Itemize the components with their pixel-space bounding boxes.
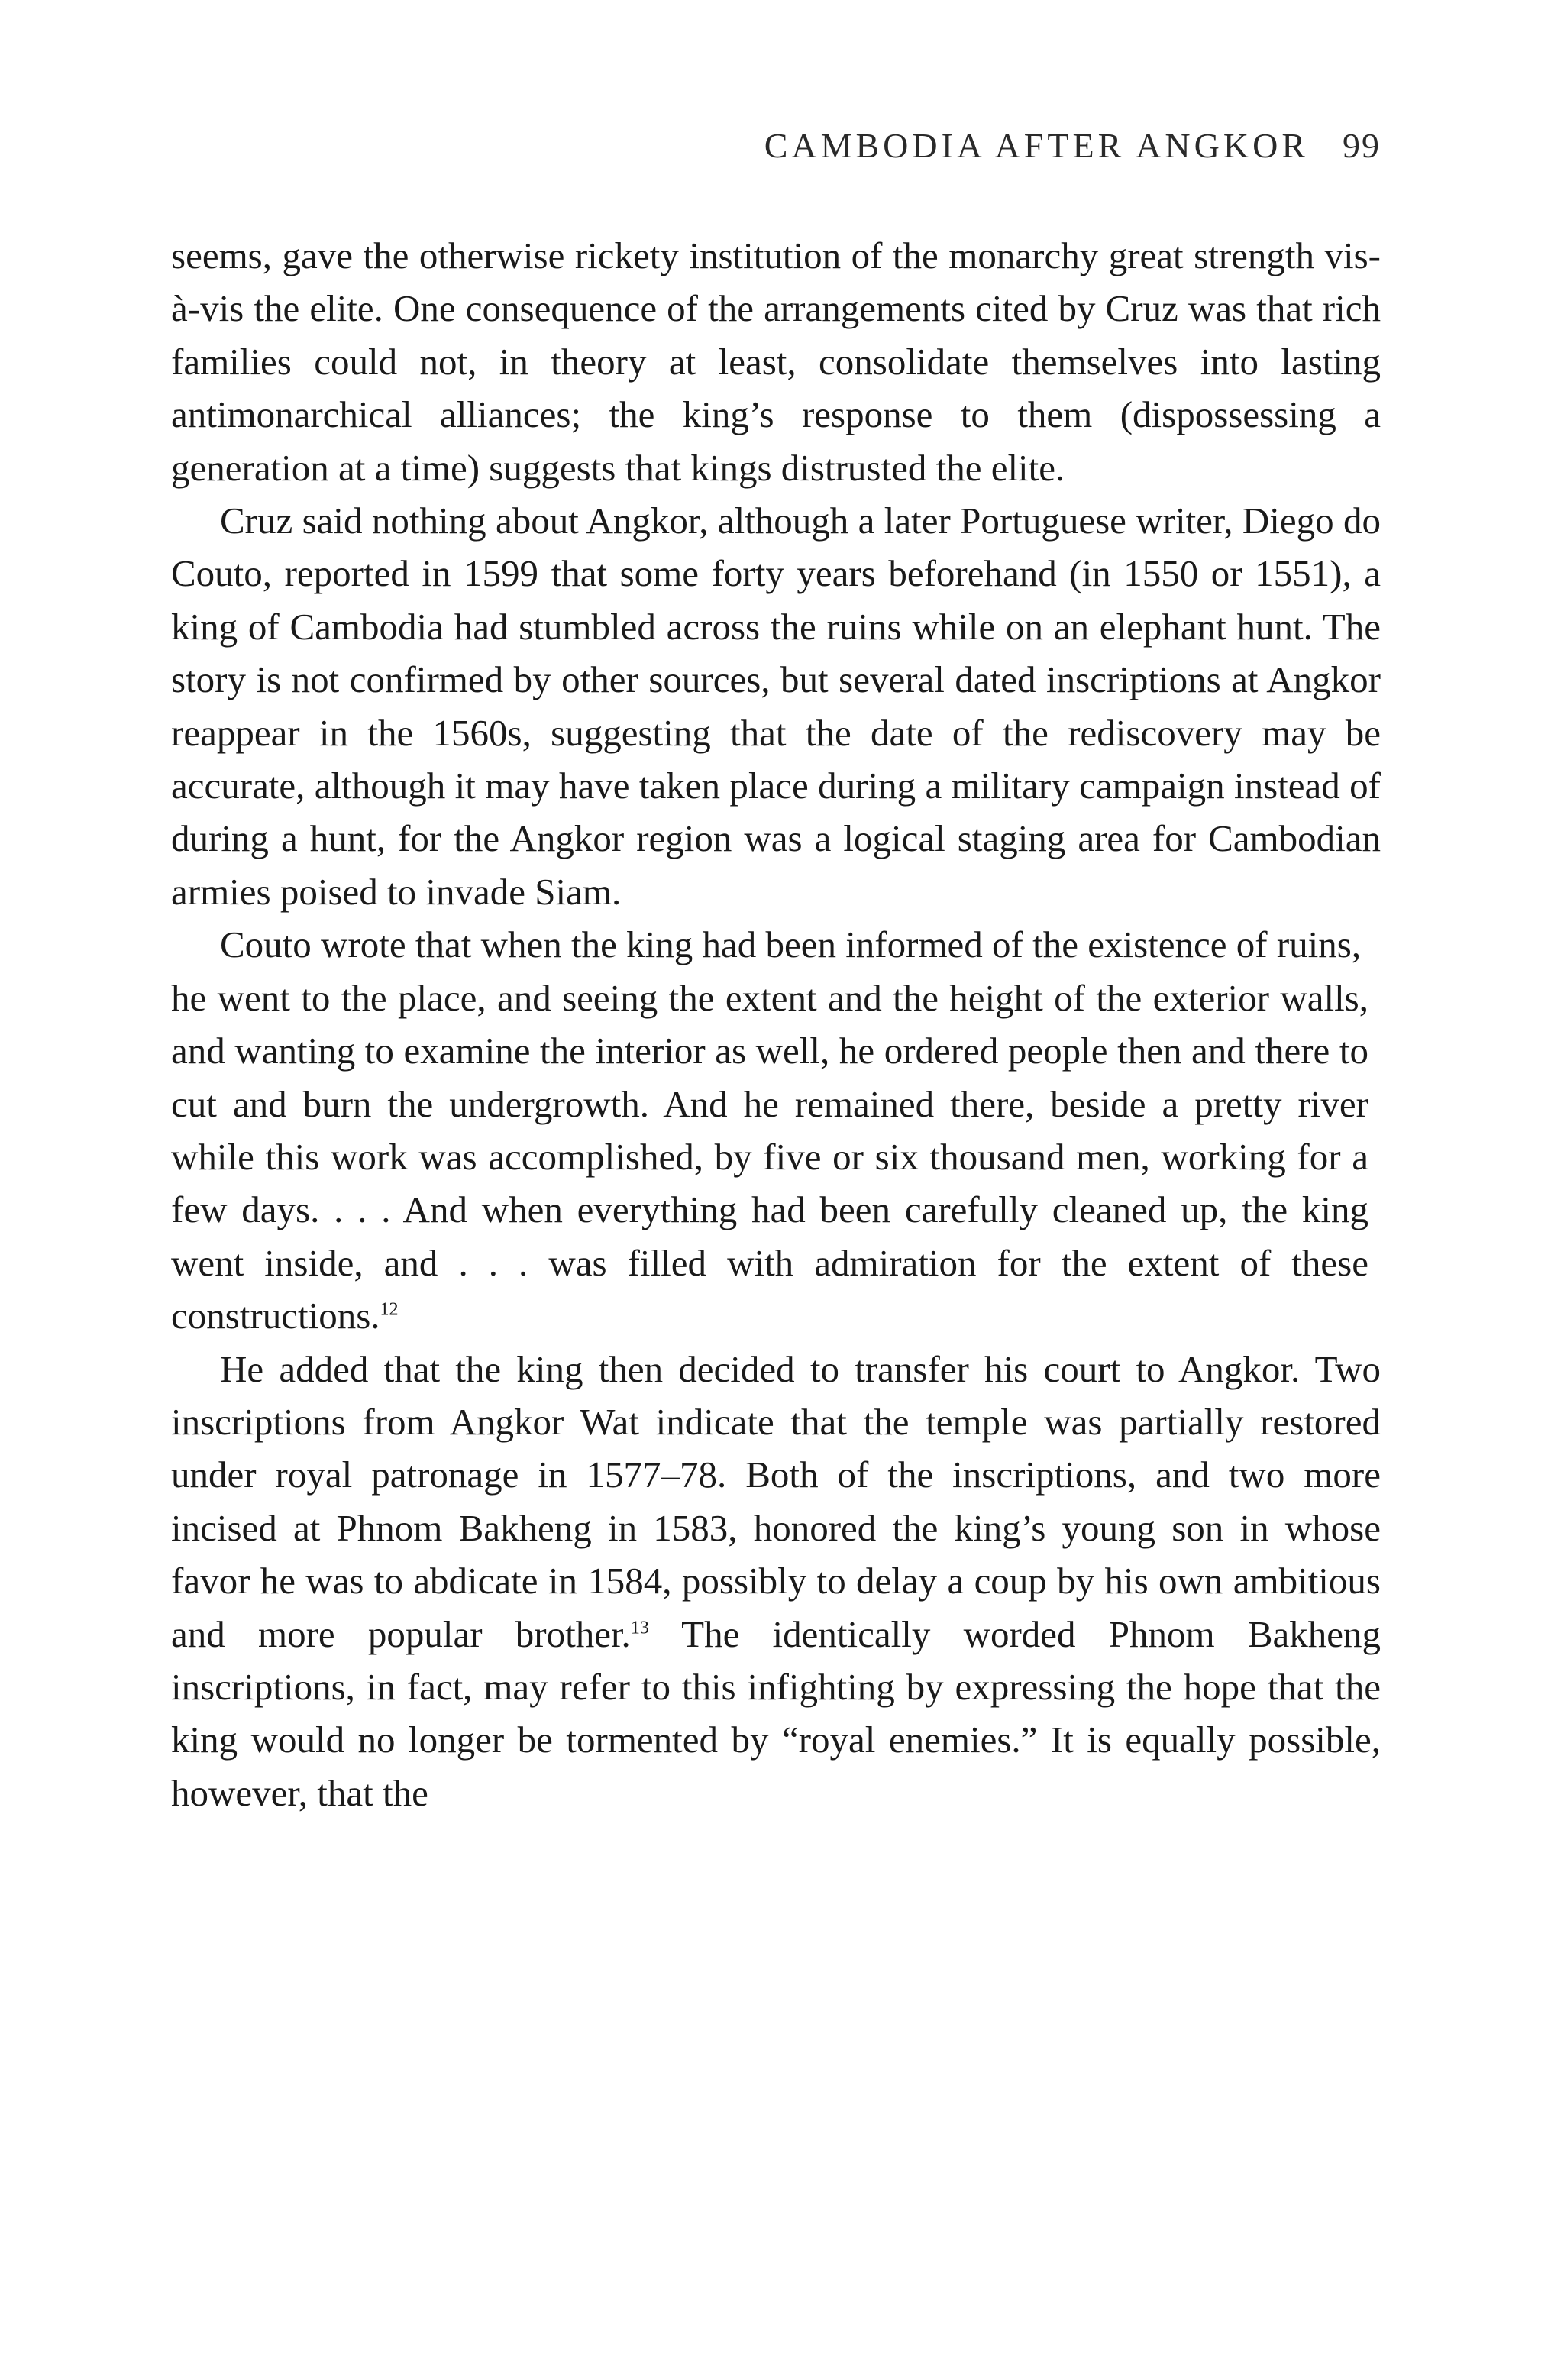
page-number: 99 xyxy=(1343,126,1381,165)
block-quote xyxy=(171,972,1368,1343)
body-text xyxy=(171,229,1381,1819)
running-title: CAMBODIA AFTER ANGKOR xyxy=(764,126,1309,165)
paragraph-4-part-b: The identically worded Phnom Bakheng inscriptions, in fact, may refer to this infighting by expressing the hope that the king would no longer be tormented by “royal enemies.” It is equally possible, however, that the xyxy=(171,1612,1381,1814)
paragraph-4-part-a: He added that the king then decided to transfer his court to Angkor. Two inscriptions from Angkor Wat indicate that the temple was partially restored under royal patronage in 1577–78. Both of the inscriptions, and two more incised at Phnom Bakheng in 1583, honored the king’s young son in whose favor he was to abdicate in 1584, possibly to delay a coup by his own ambitious and more popular brother. xyxy=(171,1347,1381,1655)
paragraph-1: seems, gave the otherwise rickety institution of the monarchy great strength vis-à-vis the elite. One consequence of the arrangements cited by Cruz was that rich families could not, in theory at least, consolidate themselves into lasting antimonarchical alliances; the king’s response to them (dispossessing a generation at a time) suggests that kings distrusted the elite. xyxy=(171,234,1381,489)
paragraph-3: Couto wrote that when the king had been informed of the existence of ruins, xyxy=(220,923,1362,966)
block-quote-text: he went to the place, and seeing the extent and the height of the exterior walls, and wanting to examine the interior as well, he ordered people then and there to cut and burn the undergrowth. And he remained there, beside a pretty river while this work was accomplished, by five or six thousand men, working for a few days. . . . And when everything had been carefully cleaned up, the king went inside, and . . . was filled with admiration for the extent of these constructions. xyxy=(171,976,1368,1337)
footnote-ref-13: 13 xyxy=(630,1618,649,1638)
paragraph-4 xyxy=(171,1343,1381,1820)
paragraph-2: Cruz said nothing about Angkor, although a later Portuguese writer, Diego do Couto, reported in 1599 that some forty years beforehand (in 1550 or 1551), a king of Cambodia had stumbled across the ruins while on an elephant hunt. The story is not confirmed by other sources, but several dated inscriptions at Angkor reappear in the 1560s, suggesting that the date of the rediscovery may be accurate, although it may have taken place during a military campaign instead of during a hunt, for the Angkor region was a logical staging area for Cambodian armies poised to invade Siam. xyxy=(171,500,1381,913)
footnote-ref-12: 12 xyxy=(380,1299,399,1320)
running-head xyxy=(764,125,1381,166)
